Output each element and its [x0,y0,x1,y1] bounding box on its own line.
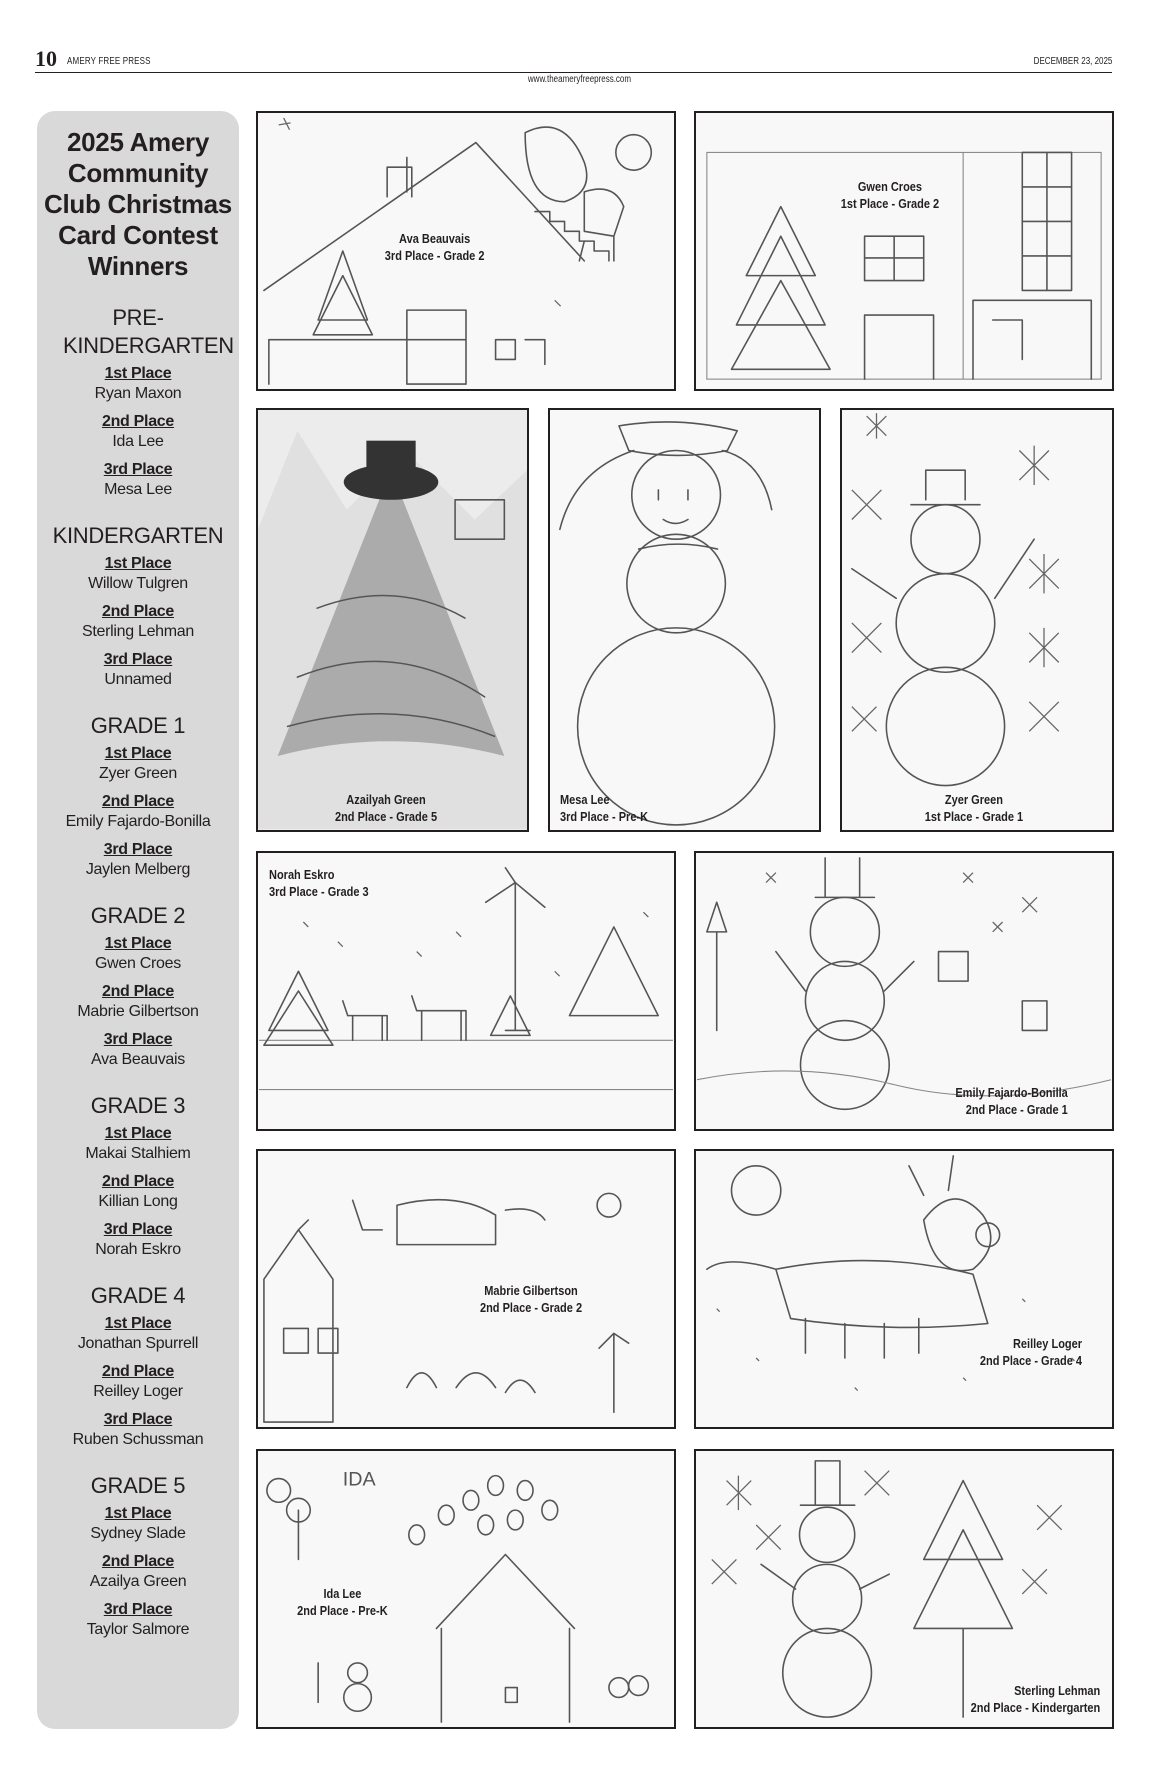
winner-name: Killian Long [98,1193,178,1210]
artwork-mabrie-gilbertson [256,1149,676,1429]
caption-ava-beauvais [385,231,485,265]
place-label: 1st Place [104,365,172,382]
caption-gwen-croes [841,179,939,213]
winner-name: Ryan Maxon [94,385,182,402]
drawing-reindeer [696,1151,1112,1427]
category-heading: PRE-KINDERGARTEN [63,305,234,358]
artist-award: 2nd Place - Grade 2 [479,1301,583,1315]
winner-name: Unnamed [104,671,172,688]
category-heading: KINDERGARTEN [52,523,224,548]
artist-award: 2nd Place - Grade 4 [979,1354,1082,1368]
artist-name: Emily Fajardo-Bonilla [955,1086,1068,1100]
artwork-sterling-lehman [694,1449,1114,1729]
place-label: 3rd Place [103,1411,173,1428]
caption-mesa-lee [560,792,648,826]
artwork-reilley-loger [694,1149,1114,1429]
artist-name: Mabrie Gilbertson [484,1284,578,1298]
place-label: 2nd Place [101,793,174,810]
place-label: 1st Place [104,935,172,952]
place-label: 1st Place [104,1315,172,1332]
publication-name: AMERY FREE PRESS [67,56,151,67]
place-label: 3rd Place [103,651,173,668]
caption-ida-lee [297,1586,387,1620]
artwork-ava-beauvais [256,111,676,391]
artist-name: Mesa Lee [560,793,610,807]
category-heading: GRADE 3 [90,1093,186,1118]
website-url-line [0,74,1158,85]
page-number: 10 [35,46,57,71]
artist-name: Azailyah Green [346,793,426,807]
winner-name: Reilley Loger [93,1383,183,1400]
winner-name: Taylor Salmore [86,1621,190,1638]
place-label: 3rd Place [103,1601,173,1618]
place-label: 3rd Place [103,841,173,858]
artist-award: 3rd Place - Grade 2 [384,249,485,263]
winner-name: Gwen Croes [95,955,181,972]
artist-award: 2nd Place - Grade 1 [965,1103,1068,1117]
winner-name: Willow Tulgren [88,575,188,592]
artwork-ida-lee [256,1449,676,1729]
winner-name: Mesa Lee [104,481,172,498]
winner-name: Mabrie Gilbertson [77,1003,199,1020]
winner-name: Ida Lee [112,433,164,450]
place-label: 2nd Place [101,983,174,1000]
place-label: 2nd Place [101,603,174,620]
artwork-azailyah-green [256,408,529,832]
artist-award: 3rd Place - Pre-K [560,810,649,824]
caption-mabrie-gilbertson [480,1283,582,1317]
place-label: 2nd Place [101,1173,174,1190]
winner-name: Zyer Green [99,765,177,782]
winners-list [37,304,239,1640]
place-label: 1st Place [104,745,172,762]
artwork-mesa-lee [548,408,821,832]
page-header [35,48,1112,73]
artist-award: 1st Place - Grade 2 [840,197,940,211]
place-label: 1st Place [104,1125,172,1142]
artwork-gwen-croes [694,111,1114,391]
website-url[interactable]: www.theameryfreepress.com [527,74,631,85]
place-label: 3rd Place [103,1221,173,1238]
caption-azailyah-green [335,792,437,826]
caption-norah-eskro [269,867,369,901]
drawing-name-text: IDA [342,1468,376,1491]
place-label: 2nd Place [101,1363,174,1380]
category-heading: GRADE 4 [90,1283,186,1308]
artist-award: 2nd Place - Pre-K [297,1604,388,1618]
winner-name: Jaylen Melberg [85,861,191,878]
category-heading: GRADE 1 [90,713,186,738]
artwork-zyer-green [840,408,1114,832]
winner-name: Emily Fajardo-Bonilla [65,813,211,830]
caption-reilley-loger [980,1336,1082,1370]
artist-name: Zyer Green [944,793,1003,807]
drawing-decorated-tree [258,410,527,830]
place-label: 3rd Place [103,461,173,478]
sidebar-title: 2025 Amery Community Club Christmas Card Contest Winners [44,127,232,281]
winner-name: Ava Beauvais [91,1051,185,1068]
winner-name: Azailya Green [89,1573,187,1590]
place-label: 1st Place [104,1505,172,1522]
winner-name: Ruben Schussman [72,1431,204,1448]
winner-name: Sterling Lehman [81,623,195,640]
artist-name: Sterling Lehman [1013,1684,1100,1698]
caption-emily-fajardo-bonilla [956,1085,1068,1119]
winner-name: Sydney Slade [90,1525,186,1542]
place-label: 3rd Place [103,1031,173,1048]
artist-award: 1st Place - Grade 1 [924,810,1024,824]
drawing-snowman-snowflakes [842,410,1112,830]
artist-award: 2nd Place - Grade 5 [334,810,438,824]
category-heading: GRADE 2 [90,903,186,928]
artist-award: 3rd Place - Grade 3 [269,885,369,899]
drawing-snowman [550,410,819,830]
artist-name: Ava Beauvais [399,232,471,246]
artist-name: Norah Eskro [269,868,335,882]
place-label: 2nd Place [101,413,174,430]
artist-name: Ida Lee [323,1587,362,1601]
winners-sidebar [37,111,239,1729]
artwork-norah-eskro [256,851,676,1131]
place-label: 2nd Place [101,1553,174,1570]
caption-sterling-lehman [970,1683,1100,1717]
drawing-room-fireplace [696,113,1112,389]
winner-name: Norah Eskro [95,1241,181,1258]
artist-award: 2nd Place - Kindergarten [970,1701,1100,1715]
artist-name: Gwen Croes [857,180,923,194]
winner-name: Makai Stalhiem [85,1145,191,1162]
drawing-sleigh-village [258,1151,674,1427]
issue-date: DECEMBER 23, 2025 [1033,56,1112,67]
place-label: 1st Place [104,555,172,572]
artist-name: Reilley Loger [1012,1337,1082,1351]
caption-zyer-green [925,792,1023,826]
winner-name: Jonathan Spurrell [77,1335,199,1352]
artwork-emily-fajardo-bonilla [694,851,1114,1131]
category-heading: GRADE 5 [90,1473,186,1498]
